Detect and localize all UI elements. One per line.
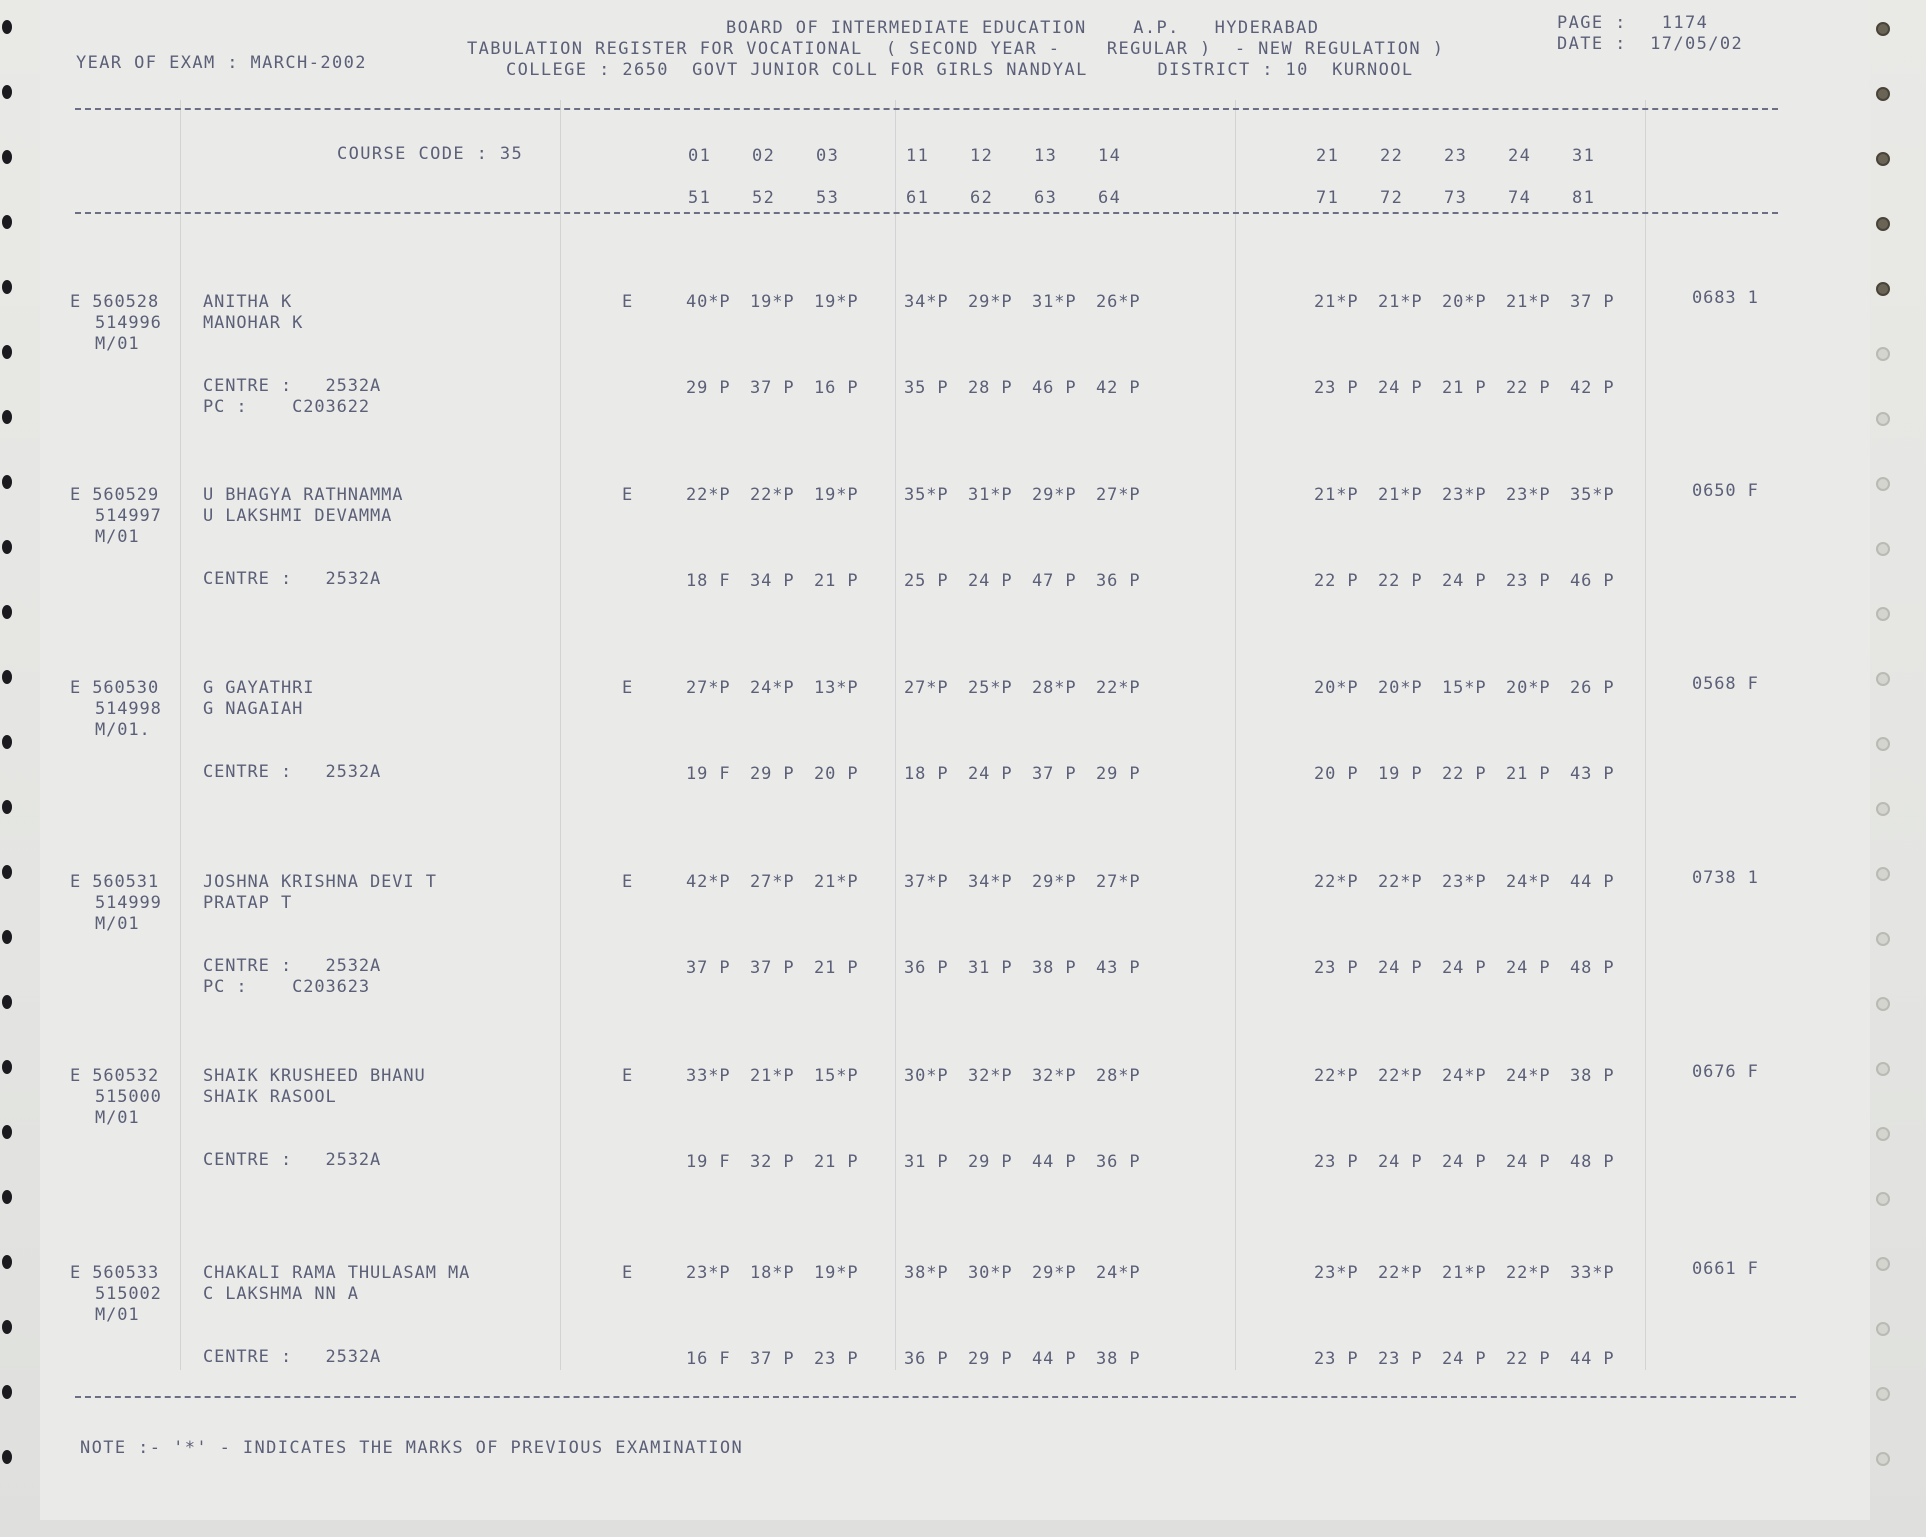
form-column-rule — [1235, 100, 1236, 1370]
mark-current: 43 P — [1096, 958, 1141, 978]
mark-previous: 21*P — [1314, 485, 1359, 505]
column-code: 14 — [1098, 146, 1122, 166]
register-number: E 560531 — [70, 872, 160, 892]
mark-previous: 24*P — [1506, 872, 1551, 892]
column-code: 22 — [1380, 146, 1404, 166]
tractor-feed-hole — [2, 1125, 12, 1139]
medium-code: E — [622, 292, 634, 312]
tractor-feed-hole — [2, 410, 12, 424]
tractor-feed-hole — [1876, 737, 1890, 751]
tractor-feed-hole — [2, 735, 12, 749]
mark-current: 43 P — [1570, 764, 1615, 784]
mark-previous: 21*P — [1378, 485, 1423, 505]
mark-previous: 23*P — [1314, 1263, 1359, 1283]
centre-code: CENTRE : 2532A — [203, 762, 382, 782]
mark-current: 20 P — [814, 764, 859, 784]
mark-current: 18 F — [686, 571, 731, 591]
mark-previous: 27*P — [1096, 485, 1141, 505]
tractor-feed-hole — [1876, 347, 1890, 361]
mark-current: 46 P — [1032, 378, 1077, 398]
mark-current: 36 P — [904, 958, 949, 978]
mark-previous: 34*P — [904, 292, 949, 312]
tractor-feed-hole — [2, 605, 12, 619]
mark-current: 21 P — [814, 958, 859, 978]
parent-name: C LAKSHMA NN A — [203, 1284, 359, 1304]
mark-previous: 22*P — [1506, 1263, 1551, 1283]
mark-previous: 42*P — [686, 872, 731, 892]
mark-previous: 19*P — [750, 292, 795, 312]
total-result: 0676 F — [1692, 1062, 1759, 1082]
tractor-feed-hole — [1876, 1322, 1890, 1336]
mark-current: 21 P — [1506, 764, 1551, 784]
mark-previous: 22*P — [750, 485, 795, 505]
tractor-feed-hole — [2, 215, 12, 229]
form-column-rule — [1645, 100, 1646, 1370]
mark-previous: 38*P — [904, 1263, 949, 1283]
column-code: 02 — [752, 146, 776, 166]
mark-previous: 22*P — [1378, 872, 1423, 892]
centre-code: CENTRE : 2532A — [203, 956, 382, 976]
mark-current: 22 P — [1378, 571, 1423, 591]
column-code: 62 — [970, 188, 994, 208]
mark-previous: 22*P — [1314, 872, 1359, 892]
mark-current: 24 P — [1442, 1152, 1487, 1172]
student-name: G GAYATHRI — [203, 678, 315, 698]
parent-name: G NAGAIAH — [203, 699, 304, 719]
mark-previous: 31*P — [968, 485, 1013, 505]
mark-current: 47 P — [1032, 571, 1077, 591]
medium-code: E — [622, 872, 634, 892]
mark-previous: 24*P — [1442, 1066, 1487, 1086]
mark-previous: 33*P — [1570, 1263, 1615, 1283]
mark-previous: 38 P — [1570, 1066, 1615, 1086]
mark-previous: 15*P — [814, 1066, 859, 1086]
centre-code: CENTRE : 2532A — [203, 1150, 382, 1170]
tractor-feed-hole — [1876, 217, 1890, 231]
mark-previous: 26*P — [1096, 292, 1141, 312]
tractor-feed-hole — [1876, 802, 1890, 816]
total-result: 0661 F — [1692, 1259, 1759, 1279]
mark-current: 22 P — [1442, 764, 1487, 784]
parent-name: U LAKSHMI DEVAMMA — [203, 506, 393, 526]
tractor-feed-hole — [1876, 22, 1890, 36]
column-code: 64 — [1098, 188, 1122, 208]
centre-code: CENTRE : 2532A — [203, 1347, 382, 1367]
mark-current: 29 P — [968, 1152, 1013, 1172]
mark-previous: 13*P — [814, 678, 859, 698]
mark-current: 23 P — [1314, 1152, 1359, 1172]
mark-current: 22 P — [1314, 571, 1359, 591]
column-code: 24 — [1508, 146, 1532, 166]
student-name: ANITHA K — [203, 292, 293, 312]
candidate-id: 514996 — [95, 313, 162, 333]
course-code: COURSE CODE : 35 — [337, 144, 524, 164]
total-result: 0683 1 — [1692, 288, 1759, 308]
tractor-feed-hole — [1876, 1062, 1890, 1076]
mark-previous: 23*P — [1442, 485, 1487, 505]
mark-current: 24 P — [1442, 571, 1487, 591]
tractor-feed-hole — [2, 540, 12, 554]
tractor-feed-hole — [1876, 477, 1890, 491]
mark-current: 24 P — [1506, 958, 1551, 978]
tractor-feed-hole — [2, 85, 12, 99]
mark-current: 48 P — [1570, 958, 1615, 978]
mark-previous: 40*P — [686, 292, 731, 312]
centre-code: CENTRE : 2532A — [203, 376, 382, 396]
mark-current: 19 F — [686, 764, 731, 784]
mark-current: 36 P — [1096, 1152, 1141, 1172]
mark-previous: 22*P — [1378, 1263, 1423, 1283]
mark-previous: 20*P — [1506, 678, 1551, 698]
medium-code: E — [622, 678, 634, 698]
mark-previous: 21*P — [1314, 292, 1359, 312]
mark-current: 23 P — [1314, 1349, 1359, 1369]
mark-previous: 23*P — [1506, 485, 1551, 505]
medium-code: E — [622, 1263, 634, 1283]
form-column-rule — [180, 100, 181, 1370]
mark-previous: 19*P — [814, 292, 859, 312]
mark-current: 24 P — [1442, 958, 1487, 978]
mark-previous: 29*P — [968, 292, 1013, 312]
category-code: M/01 — [95, 334, 140, 354]
mark-current: 37 P — [750, 378, 795, 398]
column-code: 73 — [1444, 188, 1468, 208]
mark-current: 25 P — [904, 571, 949, 591]
mark-current: 44 P — [1032, 1349, 1077, 1369]
total-result: 0738 1 — [1692, 868, 1759, 888]
mark-previous: 29*P — [1032, 1263, 1077, 1283]
mark-previous: 26 P — [1570, 678, 1615, 698]
mark-previous: 30*P — [968, 1263, 1013, 1283]
candidate-id: 515002 — [95, 1284, 162, 1304]
mark-previous: 20*P — [1314, 678, 1359, 698]
medium-code: E — [622, 1066, 634, 1086]
mark-current: 48 P — [1570, 1152, 1615, 1172]
mark-previous: 19*P — [814, 485, 859, 505]
category-code: M/01. — [95, 720, 151, 740]
mark-current: 29 P — [1096, 764, 1141, 784]
column-code: 13 — [1034, 146, 1058, 166]
column-code: 31 — [1572, 146, 1596, 166]
mark-previous: 28*P — [1096, 1066, 1141, 1086]
tractor-feed-hole — [1876, 412, 1890, 426]
register-number: E 560530 — [70, 678, 160, 698]
mark-current: 38 P — [1032, 958, 1077, 978]
mark-previous: 21*P — [1442, 1263, 1487, 1283]
category-code: M/01 — [95, 1305, 140, 1325]
centre-code: CENTRE : 2532A — [203, 569, 382, 589]
candidate-id: 514998 — [95, 699, 162, 719]
mark-current: 22 P — [1506, 1349, 1551, 1369]
student-name: JOSHNA KRISHNA DEVI T — [203, 872, 437, 892]
column-code: 11 — [906, 146, 930, 166]
mark-previous: 44 P — [1570, 872, 1615, 892]
tractor-feed-hole — [1876, 932, 1890, 946]
mark-current: 19 F — [686, 1152, 731, 1172]
tractor-feed-hole — [1876, 867, 1890, 881]
mark-previous: 18*P — [750, 1263, 795, 1283]
mark-previous: 20*P — [1378, 678, 1423, 698]
parent-name: MANOHAR K — [203, 313, 304, 333]
tractor-feed-hole — [1876, 1127, 1890, 1141]
college-line: COLLEGE : 2650 GOVT JUNIOR COLL FOR GIRLS NANDYAL DISTRICT : 10 KURNOOL — [506, 60, 1414, 80]
mark-previous: 23*P — [1442, 872, 1487, 892]
mark-current: 44 P — [1032, 1152, 1077, 1172]
column-rule — [75, 212, 1778, 214]
mark-previous: 27*P — [750, 872, 795, 892]
mark-previous: 37*P — [904, 872, 949, 892]
category-code: M/01 — [95, 1108, 140, 1128]
total-result: 0568 F — [1692, 674, 1759, 694]
mark-current: 16 P — [814, 378, 859, 398]
form-column-rule — [560, 100, 561, 1370]
tractor-feed-hole — [2, 1190, 12, 1204]
column-code: 03 — [816, 146, 840, 166]
column-code: 21 — [1316, 146, 1340, 166]
mark-previous: 19*P — [814, 1263, 859, 1283]
mark-current: 24 P — [1506, 1152, 1551, 1172]
mark-current: 29 P — [686, 378, 731, 398]
mark-previous: 35*P — [904, 485, 949, 505]
tractor-feed-hole — [2, 20, 12, 34]
mark-current: 36 P — [1096, 571, 1141, 591]
column-code: 53 — [816, 188, 840, 208]
mark-current: 19 P — [1378, 764, 1423, 784]
mark-previous: 37 P — [1570, 292, 1615, 312]
mark-previous: 27*P — [904, 678, 949, 698]
mark-current: 35 P — [904, 378, 949, 398]
mark-current: 24 P — [968, 764, 1013, 784]
mark-current: 16 F — [686, 1349, 731, 1369]
candidate-id: 514999 — [95, 893, 162, 913]
tractor-feed-hole — [2, 1060, 12, 1074]
mark-previous: 21*P — [750, 1066, 795, 1086]
column-code: 12 — [970, 146, 994, 166]
mark-previous: 22*P — [1378, 1066, 1423, 1086]
tractor-feed-hole — [1876, 1257, 1890, 1271]
mark-current: 24 P — [1378, 1152, 1423, 1172]
mark-current: 22 P — [1506, 378, 1551, 398]
tractor-feed-hole — [2, 1320, 12, 1334]
mark-previous: 32*P — [968, 1066, 1013, 1086]
column-code: 52 — [752, 188, 776, 208]
mark-current: 29 P — [750, 764, 795, 784]
mark-previous: 25*P — [968, 678, 1013, 698]
mark-previous: 22*P — [1314, 1066, 1359, 1086]
mark-previous: 35*P — [1570, 485, 1615, 505]
mark-current: 31 P — [904, 1152, 949, 1172]
pc-code: PC : C203623 — [203, 977, 371, 997]
tractor-feed-hole — [2, 475, 12, 489]
mark-current: 24 P — [1378, 958, 1423, 978]
mark-current: 24 P — [968, 571, 1013, 591]
footer-rule — [75, 1396, 1796, 1398]
mark-previous: 30*P — [904, 1066, 949, 1086]
tractor-feed-hole — [2, 150, 12, 164]
medium-code: E — [622, 485, 634, 505]
mark-previous: 24*P — [750, 678, 795, 698]
mark-previous: 21*P — [1506, 292, 1551, 312]
mark-current: 37 P — [686, 958, 731, 978]
tractor-feed-hole — [1876, 152, 1890, 166]
mark-previous: 22*P — [686, 485, 731, 505]
mark-current: 23 P — [1314, 378, 1359, 398]
mark-current: 46 P — [1570, 571, 1615, 591]
mark-previous: 29*P — [1032, 485, 1077, 505]
pc-code: PC : C203622 — [203, 397, 371, 417]
tractor-feed-hole — [2, 280, 12, 294]
register-number: E 560528 — [70, 292, 160, 312]
candidate-id: 514997 — [95, 506, 162, 526]
tractor-feed-hole — [1876, 1452, 1890, 1466]
tractor-feed-hole — [2, 930, 12, 944]
tractor-feed-hole — [2, 345, 12, 359]
tractor-feed-hole — [1876, 282, 1890, 296]
mark-current: 28 P — [968, 378, 1013, 398]
column-code: 81 — [1572, 188, 1596, 208]
column-code: 61 — [906, 188, 930, 208]
mark-current: 38 P — [1096, 1349, 1141, 1369]
parent-name: SHAIK RASOOL — [203, 1087, 337, 1107]
tractor-feed-hole — [2, 865, 12, 879]
column-code: 72 — [1380, 188, 1404, 208]
tractor-feed-hole — [1876, 607, 1890, 621]
column-code: 74 — [1508, 188, 1532, 208]
mark-current: 32 P — [750, 1152, 795, 1172]
mark-current: 34 P — [750, 571, 795, 591]
mark-current: 24 P — [1442, 1349, 1487, 1369]
mark-current: 31 P — [968, 958, 1013, 978]
register-number: E 560532 — [70, 1066, 160, 1086]
candidate-id: 515000 — [95, 1087, 162, 1107]
mark-current: 21 P — [814, 571, 859, 591]
tractor-feed-hole — [2, 800, 12, 814]
register-number: E 560533 — [70, 1263, 160, 1283]
mark-current: 36 P — [904, 1349, 949, 1369]
mark-previous: 15*P — [1442, 678, 1487, 698]
tractor-feed-hole — [2, 995, 12, 1009]
mark-current: 21 P — [1442, 378, 1487, 398]
column-code: 51 — [688, 188, 712, 208]
print-date: DATE : 17/05/02 — [1557, 34, 1744, 54]
footnote: NOTE :- '*' - INDICATES THE MARKS OF PREVIOUS EXAMINATION — [80, 1438, 744, 1458]
tractor-feed-hole — [1876, 87, 1890, 101]
mark-previous: 20*P — [1442, 292, 1487, 312]
mark-current: 29 P — [968, 1349, 1013, 1369]
tractor-feed-hole — [2, 1255, 12, 1269]
mark-previous: 31*P — [1032, 292, 1077, 312]
mark-previous: 27*P — [686, 678, 731, 698]
header-rule — [75, 108, 1778, 110]
form-column-rule — [895, 100, 896, 1370]
category-code: M/01 — [95, 527, 140, 547]
mark-current: 42 P — [1096, 378, 1141, 398]
register-title: TABULATION REGISTER FOR VOCATIONAL ( SECOND YEAR - REGULAR ) - NEW REGULATION ) — [467, 39, 1445, 59]
column-code: 71 — [1316, 188, 1340, 208]
mark-current: 42 P — [1570, 378, 1615, 398]
mark-previous: 29*P — [1032, 872, 1077, 892]
mark-current: 37 P — [750, 1349, 795, 1369]
mark-current: 21 P — [814, 1152, 859, 1172]
tractor-feed-hole — [1876, 997, 1890, 1011]
mark-current: 44 P — [1570, 1349, 1615, 1369]
tractor-feed-hole — [2, 670, 12, 684]
mark-current: 23 P — [1314, 958, 1359, 978]
tractor-feed-hole — [1876, 1387, 1890, 1401]
total-result: 0650 F — [1692, 481, 1759, 501]
mark-previous: 33*P — [686, 1066, 731, 1086]
mark-current: 18 P — [904, 764, 949, 784]
category-code: M/01 — [95, 914, 140, 934]
mark-current: 23 P — [814, 1349, 859, 1369]
mark-previous: 24*P — [1096, 1263, 1141, 1283]
mark-previous: 24*P — [1506, 1066, 1551, 1086]
column-code: 23 — [1444, 146, 1468, 166]
parent-name: PRATAP T — [203, 893, 293, 913]
mark-previous: 23*P — [686, 1263, 731, 1283]
mark-current: 20 P — [1314, 764, 1359, 784]
mark-previous: 27*P — [1096, 872, 1141, 892]
mark-previous: 21*P — [814, 872, 859, 892]
tractor-feed-hole — [1876, 542, 1890, 556]
mark-previous: 34*P — [968, 872, 1013, 892]
mark-current: 23 P — [1506, 571, 1551, 591]
column-code: 01 — [688, 146, 712, 166]
board-title: BOARD OF INTERMEDIATE EDUCATION A.P. HYDERABAD — [726, 18, 1320, 38]
mark-current: 37 P — [1032, 764, 1077, 784]
tractor-feed-hole — [1876, 1192, 1890, 1206]
column-code: 63 — [1034, 188, 1058, 208]
student-name: CHAKALI RAMA THULASAM MA — [203, 1263, 471, 1283]
tractor-feed-hole — [1876, 672, 1890, 686]
mark-current: 24 P — [1378, 378, 1423, 398]
mark-previous: 28*P — [1032, 678, 1077, 698]
mark-current: 37 P — [750, 958, 795, 978]
tractor-feed-hole — [2, 1385, 12, 1399]
tractor-feed-hole — [2, 1450, 12, 1464]
mark-previous: 21*P — [1378, 292, 1423, 312]
student-name: SHAIK KRUSHEED BHANU — [203, 1066, 426, 1086]
page-number: PAGE : 1174 — [1557, 13, 1709, 33]
student-name: U BHAGYA RATHNAMMA — [203, 485, 404, 505]
mark-previous: 22*P — [1096, 678, 1141, 698]
year-of-exam: YEAR OF EXAM : MARCH-2002 — [76, 53, 367, 73]
register-number: E 560529 — [70, 485, 160, 505]
mark-previous: 32*P — [1032, 1066, 1077, 1086]
mark-current: 23 P — [1378, 1349, 1423, 1369]
